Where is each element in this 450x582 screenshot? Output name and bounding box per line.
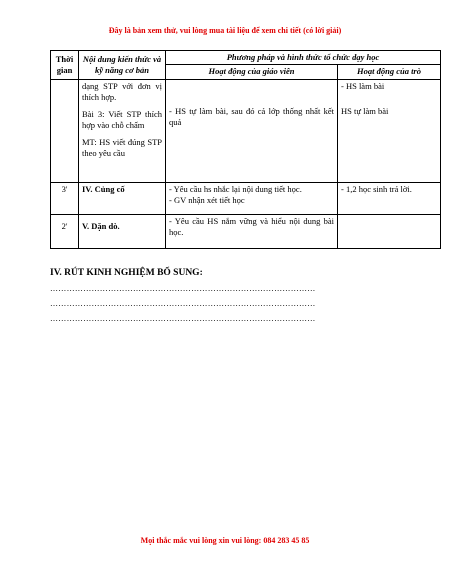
- teacher-activity-text: - GV nhận xét tiết học: [169, 195, 245, 206]
- section-heading-consolidation: IV. Củng cố: [82, 183, 125, 194]
- table-row: [51, 79, 441, 182]
- header-student-activity: Hoạt động của trò: [338, 65, 441, 79]
- teacher-activity-cell: [166, 214, 338, 248]
- teacher-activity-text: - HS tự làm bài, sau đó cả lớp thống nhất kết quả: [169, 105, 334, 128]
- section-heading-homework: V. Dặn dò.: [82, 220, 120, 231]
- content-line: dạng STP với đơn vị thích hợp.: [82, 80, 162, 103]
- content-cell: [79, 214, 166, 248]
- teacher-activity-text: - Yêu cầu HS nắm vững và hiểu nội dung bài học.: [169, 215, 334, 238]
- content-line: MT: HS viết đúng STP theo yêu cầu: [82, 136, 162, 159]
- content-cell: [79, 182, 166, 214]
- student-activity-text: HS tự làm bài: [341, 106, 389, 117]
- time-cell: [51, 214, 79, 248]
- dotted-line: ……………………………………………………………………………………: [50, 299, 316, 308]
- section-title: IV. RÚT KINH NGHIỆM BỔ SUNG:: [50, 268, 203, 278]
- table-header-row: [51, 51, 441, 65]
- teacher-activity-text: - Yêu cầu hs nhắc lại nội dung tiết học.: [169, 183, 302, 194]
- table-row: [51, 182, 441, 214]
- content-line: Bài 3: Viết STP thích hợp vào chỗ chấm: [82, 108, 162, 131]
- header-methods: Phương pháp và hình thức tổ chức dạy học: [166, 51, 441, 65]
- student-activity-cell: [338, 79, 441, 182]
- dotted-line: ……………………………………………………………………………………: [50, 284, 316, 293]
- time-cell: 3': [51, 182, 79, 214]
- teacher-activity-cell: [166, 79, 338, 182]
- content-cell: [79, 79, 166, 182]
- time-cell: [51, 79, 79, 182]
- dotted-line: ……………………………………………………………………………………: [50, 314, 316, 323]
- header-content: Nội dung kiến thức và kỹ năng cơ bản: [79, 51, 166, 80]
- lesson-plan-table: [50, 50, 441, 249]
- header-teacher-activity: Hoạt động của giáo viên: [166, 65, 338, 79]
- contact-notice: Mọi thắc mắc vui lòng xin vui lòng: 084 283 45 85: [140, 536, 310, 545]
- student-activity-cell: [338, 182, 441, 214]
- student-activity-cell: [338, 214, 441, 248]
- table-row: [51, 214, 441, 248]
- time-value: 2': [61, 220, 68, 231]
- student-activity-text: - 1,2 học sinh trả lời.: [341, 183, 412, 194]
- header-time: Thời gian: [51, 51, 79, 80]
- preview-notice-banner: Đây là bản xem thử, vui lòng mua tài liệu để xem chi tiết (có lời giải): [108, 26, 342, 35]
- teacher-activity-cell: [166, 182, 338, 214]
- student-activity-text: - HS làm bài: [341, 80, 385, 91]
